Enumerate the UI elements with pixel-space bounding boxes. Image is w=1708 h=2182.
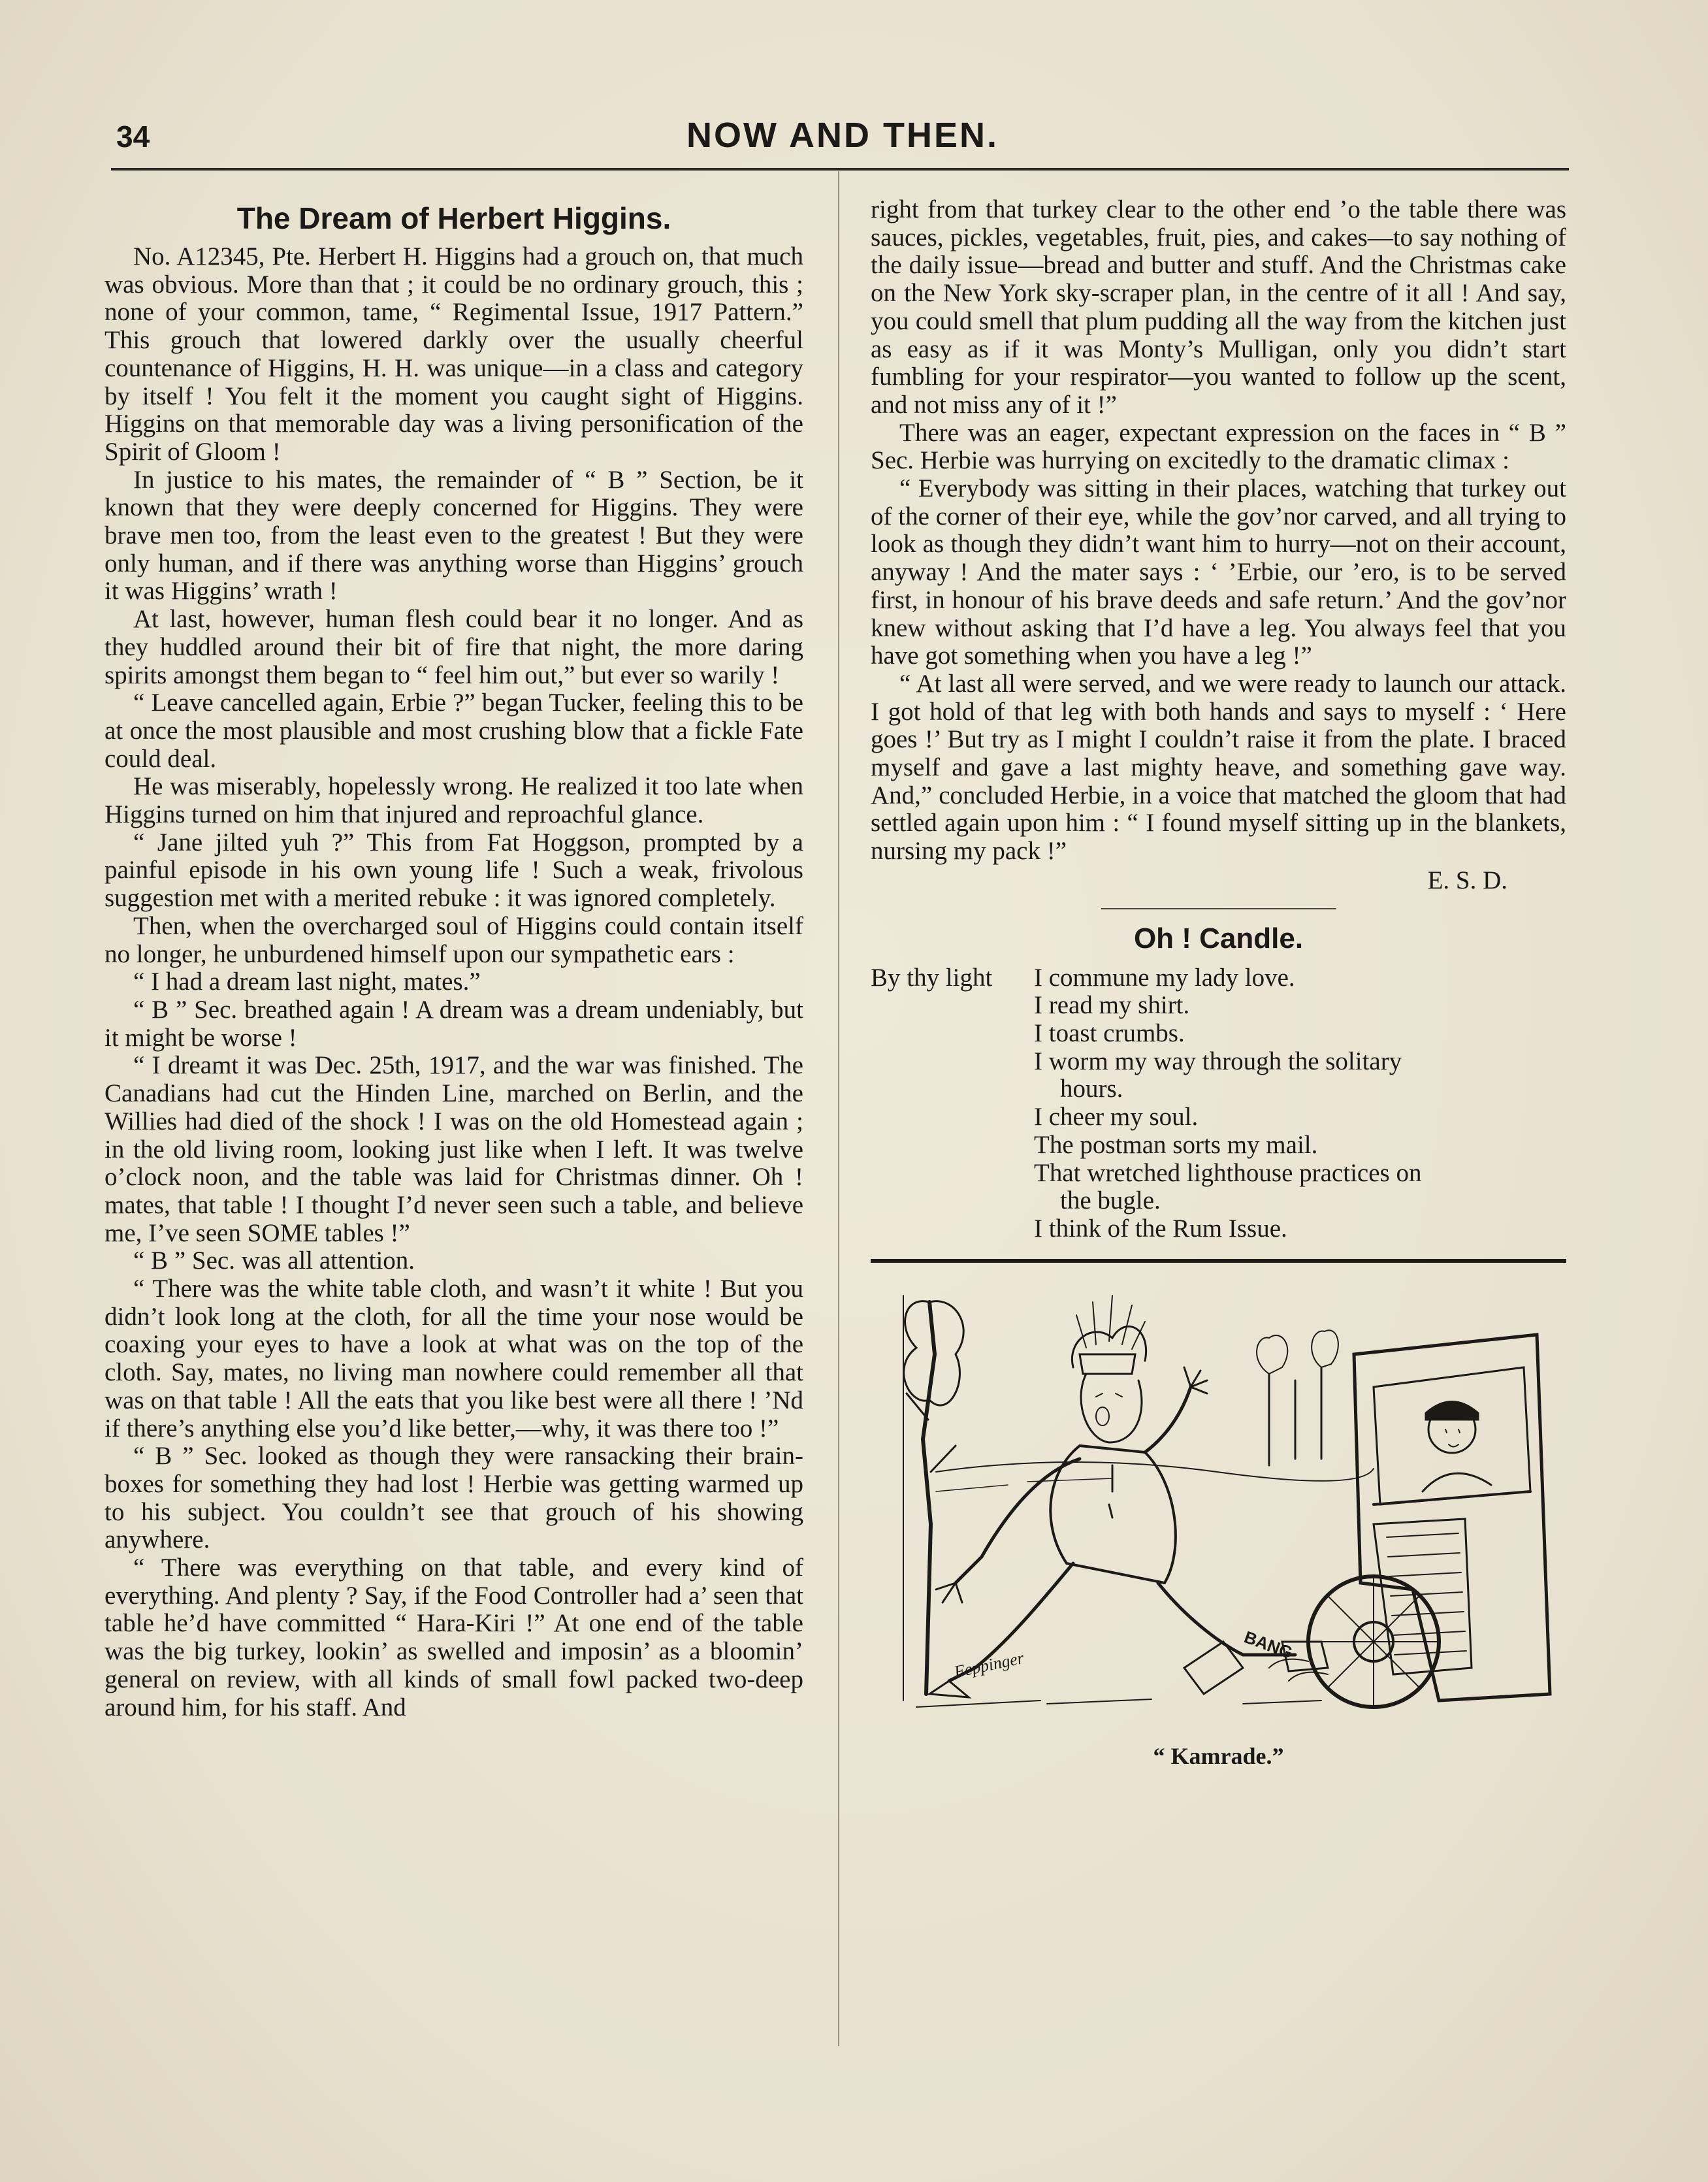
poem-line-continuation: the bugle.	[1060, 1186, 1161, 1215]
column-divider	[838, 171, 839, 2046]
cartoon-drawing	[877, 1276, 1556, 1733]
article-paragraph: In justice to his mates, the remainder of “ B ” Section, be it known that they were deeply concerned for Higgins. They were brave men too, from the least even to the greatest ! But they were only human, and if there was anything worse than Higgins’ grouch it was Higgins’ wrath !	[105, 465, 803, 606]
right-column	[871, 196, 1566, 1770]
article-paragraph: “ There was the white table cloth, and wasn’t it white ! But you didn’t look long at the cloth, for all the time your nose would be coaxing your eyes to have a look at what was on the top of the cloth. Say, mates, no living man nowhere could remember all that was on that table ! All the eats that you like best were all there ! ’Nd if there’s anything else you’d like better,—why, it was there too !”	[105, 1275, 803, 1442]
article-paragraph: “ I dreamt it was Dec. 25th, 1917, and the war was finished. The Canadians had cut the Hinden Line, marched on Berlin, and the Willies had died of the shock ! I was on the old Homestead again ; in the old living room, looking just like when I left. It was twelve o’clock noon, and the table was laid for Christmas dinner. Oh ! mates, that table ! I thought I’d never seen such a table, and believe me, I’ve seen SOME tables !”	[105, 1051, 803, 1247]
article-paragraph: “ At last all were served, and we were ready to launch our attack. I got hold of that leg with both hands and says to myself : ‘ Here goes !’ But try as I might I couldn’t raise it from the plate. I braced myself and gave a last mighty heave, and something gave way. And,” concluded Herbie, in a voice that matched the gloom that had settled again upon him : “ I found myself sitting up in the blankets, nursing my pack !”	[871, 669, 1566, 866]
cartoon-illustration	[877, 1276, 1556, 1733]
article-paragraph: “ Leave cancelled again, Erbie ?” began Tucker, feeling this to be at once the most plausible and most crushing blow that a fickle Fate could deal.	[105, 689, 803, 773]
article-paragraph: “ There was everything on that table, and every kind of everything. And plenty ? Say, if the Food Controller had a’ seen that table he’d have committed “ Hara-Kiri !” At one end of the table was the big turkey, lookin’ as swelled and imposin’ as a bloomin’ general on review, with all kinds of small fowl packed two-deep around him, for his staff. And	[105, 1554, 803, 1721]
poem-line	[871, 1103, 1566, 1132]
article-paragraph: “ B ” Sec. looked as though they were ransacking their brain-boxes for something they had lost ! Herbie was getting warmed up to his subject. You couldn’t see that grouch of his showing anywhere.	[105, 1442, 803, 1554]
poem-line-text: The postman sorts my mail.	[1034, 1130, 1318, 1159]
poem-title: Oh ! Candle.	[1133, 922, 1304, 954]
header-rule	[111, 168, 1569, 171]
poem-line-text: That wretched lighthouse practices on	[1034, 1158, 1422, 1187]
page-number: 34	[116, 120, 150, 154]
left-column	[105, 196, 803, 1721]
article-paragraph: “ B ” Sec. breathed again ! A dream was a dream undeniably, but it might be worse !	[105, 995, 803, 1052]
cartoon-artist-signature: Feppinger	[952, 1648, 1026, 1682]
article-paragraph-continued: right from that turkey clear to the other end ’o the table there was sauces, pickles, vegetables, fruit, pies, and cakes—to say nothing of the daily issue—bread and butter and stuff. And the Christmas cake on the New York sky-scraper plan, in the centre of it all ! And say, you could smell that plum pudding all the way from the kitchen just as easy as if it was Monty’s Mulligan, only you didn’t start fumbling for your respirator—you wanted to follow up the scent, and not miss any of it !”	[871, 195, 1566, 419]
poem-line-text: I toast crumbs.	[1034, 1018, 1185, 1047]
article-paragraph: There was an eager, expectant expression on the faces in “ B ” Sec. Herbie was hurrying on excitedly to the dramatic climax :	[871, 418, 1566, 475]
cartoon-caption: “ Kamrade.”	[1153, 1742, 1284, 1769]
article-paragraph: No. A12345, Pte. Herbert H. Higgins had a grouch on, that much was obvious. More than that ; it could be no ordinary grouch, this ; none of your common, tame, “ Regimental Issue, 1917 Pattern.” This grouch that lowered darkly over the usually cheerful countenance of Higgins, H. H. was unique—in a class and category by itself ! You felt it the moment you caught sight of Higgins. Higgins on that memorable day was a living personification of the Spirit of Gloom !	[105, 242, 803, 466]
article-paragraph: “ B ” Sec. was all attention.	[133, 1246, 415, 1275]
article-paragraph: At last, however, human flesh could bear it no longer. And as they huddled around their bit of fire that night, the more daring spirits amongst them began to “ feel him out,” but ever so warily !	[105, 605, 803, 689]
poem-line	[871, 1215, 1566, 1243]
poem-line-text: I commune my lady love.	[1034, 963, 1295, 992]
poem-lead: By thy light	[871, 963, 993, 992]
poem-body	[871, 964, 1566, 1243]
running-title: NOW AND THEN.	[686, 116, 999, 155]
poem-line	[871, 964, 1566, 992]
article-title: The Dream of Herbert Higgins.	[236, 201, 671, 235]
article-paragraph: Then, when the overcharged soul of Higgins could contain itself no longer, he unburdened himself upon our sympathetic ears :	[105, 911, 803, 968]
page-header	[111, 110, 1574, 162]
poem-line-text: I read my shirt.	[1034, 991, 1190, 1020]
article-paragraph: “ Jane jilted yuh ?” This from Fat Hoggson, prompted by a painful episode in his own young life ! Such a weak, frivolous suggestion met with a merited rebuke : it was ignored completely.	[105, 828, 803, 913]
article-paragraph: “ Everybody was sitting in their places, watching that turkey out of the corner of their eye, while the gov’nor carved, and all trying to look as though they didn’t want him to hurry—not on their account, anyway ! And the mater says : ‘ ’Erbie, our ’ero, is to be served first, in honour of his brave deeds and safe return.’ And the gov’nor knew without asking that I’d have a leg. You always feel that you have got something when you have a leg !”	[871, 474, 1566, 670]
article-paragraph: “ I had a dream last night, mates.”	[133, 968, 481, 996]
poem-line-text: I think of the Rum Issue.	[1034, 1214, 1287, 1243]
article-paragraph: He was miserably, hopelessly wrong. He realized it too late when Higgins turned on him that injured and reproachful glance.	[105, 772, 803, 829]
poem-line	[871, 1132, 1566, 1160]
poem-line-text: I worm my way through the solitary	[1034, 1047, 1402, 1075]
poem-line	[871, 1020, 1566, 1048]
article-signature: E. S. D.	[1427, 866, 1507, 894]
poem-line	[871, 1160, 1566, 1188]
section-divider	[1101, 908, 1336, 909]
cartoon-sound-effect: BANG	[1241, 1627, 1296, 1663]
cartoon-top-rule	[871, 1259, 1566, 1263]
poem-line	[871, 992, 1566, 1020]
poem-line	[871, 1048, 1566, 1076]
poem-line-continuation: hours.	[1060, 1075, 1123, 1103]
poem-line-text: I cheer my soul.	[1034, 1103, 1199, 1132]
